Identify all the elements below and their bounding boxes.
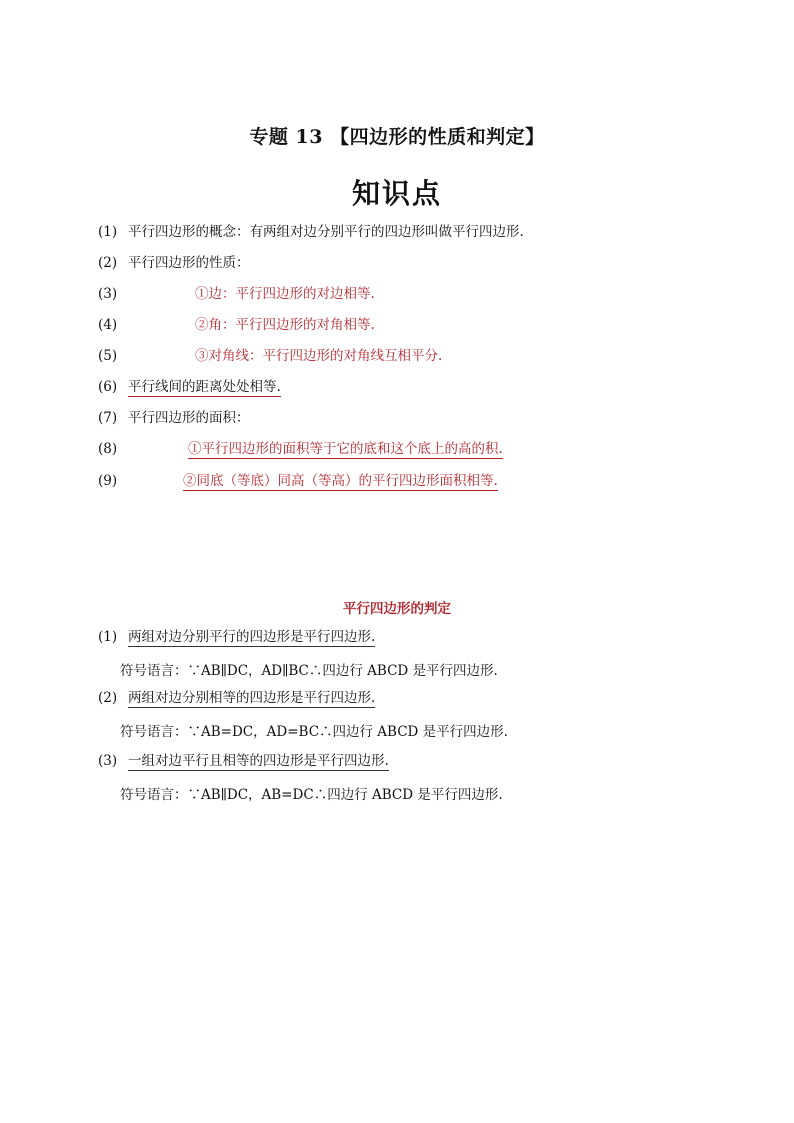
- item-text: ①边：平行四边形的对边相等.: [195, 286, 375, 302]
- criterion-item: [98, 752, 389, 770]
- list-item: [98, 254, 250, 272]
- item-number: (1): [98, 224, 118, 240]
- item-number: (9): [98, 473, 118, 489]
- item-text: ③对角线：平行四边形的对角线互相平分.: [195, 348, 443, 364]
- list-item: [98, 347, 442, 365]
- list-item: [98, 285, 375, 303]
- symbol-language: 符号语言：∵AB∥DC，AD∥BC∴四边行 ABCD 是平行四边形.: [120, 663, 498, 679]
- symbol-language: 符号语言：∵AB=DC，AD=BC∴四边行 ABCD 是平行四边形.: [120, 724, 508, 740]
- item-number: (2): [98, 255, 118, 271]
- item-text: 平行四边形的性质：: [128, 255, 250, 271]
- list-item: [98, 409, 250, 427]
- item-number: (5): [98, 348, 118, 364]
- item-number: (4): [98, 317, 118, 333]
- item-number: (6): [98, 379, 118, 395]
- document-title: 专题 13 【四边形的性质和判定】: [249, 126, 545, 148]
- list-item: [98, 472, 498, 490]
- item-text: 平行四边形的概念：有两组对边分别平行的四边形叫做平行四边形.: [128, 224, 524, 240]
- item-text: ②角：平行四边形的对角相等.: [195, 317, 375, 333]
- list-item: [98, 440, 503, 458]
- item-number: (2): [98, 690, 118, 706]
- list-item: [98, 223, 524, 241]
- item-number: (8): [98, 441, 118, 457]
- list-item: [98, 316, 375, 334]
- criterion-text: 一组对边平行且相等的四边形是平行四边形.: [128, 753, 389, 769]
- subsection-title: 平行四边形的判定: [343, 601, 451, 617]
- item-number: (1): [98, 629, 118, 645]
- criterion-text: 两组对边分别相等的四边形是平行四边形.: [128, 690, 376, 706]
- item-number: (7): [98, 410, 118, 426]
- list-item: [98, 378, 281, 396]
- item-number: (3): [98, 753, 118, 769]
- item-text: ②同底（等底）同高（等高）的平行四边形面积相等.: [183, 473, 498, 489]
- criterion-text: 两组对边分别平行的四边形是平行四边形.: [128, 629, 376, 645]
- item-text: ①平行四边形的面积等于它的底和这个底上的高的积.: [188, 441, 503, 457]
- item-text: 平行四边形的面积：: [128, 410, 250, 426]
- item-text: 平行线间的距离处处相等.: [128, 379, 281, 395]
- symbol-language: 符号语言：∵AB∥DC，AB=DC∴四边行 ABCD 是平行四边形.: [120, 787, 503, 803]
- section-heading: 知识点: [351, 177, 442, 210]
- item-number: (3): [98, 286, 118, 302]
- criterion-item: [98, 628, 375, 646]
- criterion-item: [98, 689, 375, 707]
